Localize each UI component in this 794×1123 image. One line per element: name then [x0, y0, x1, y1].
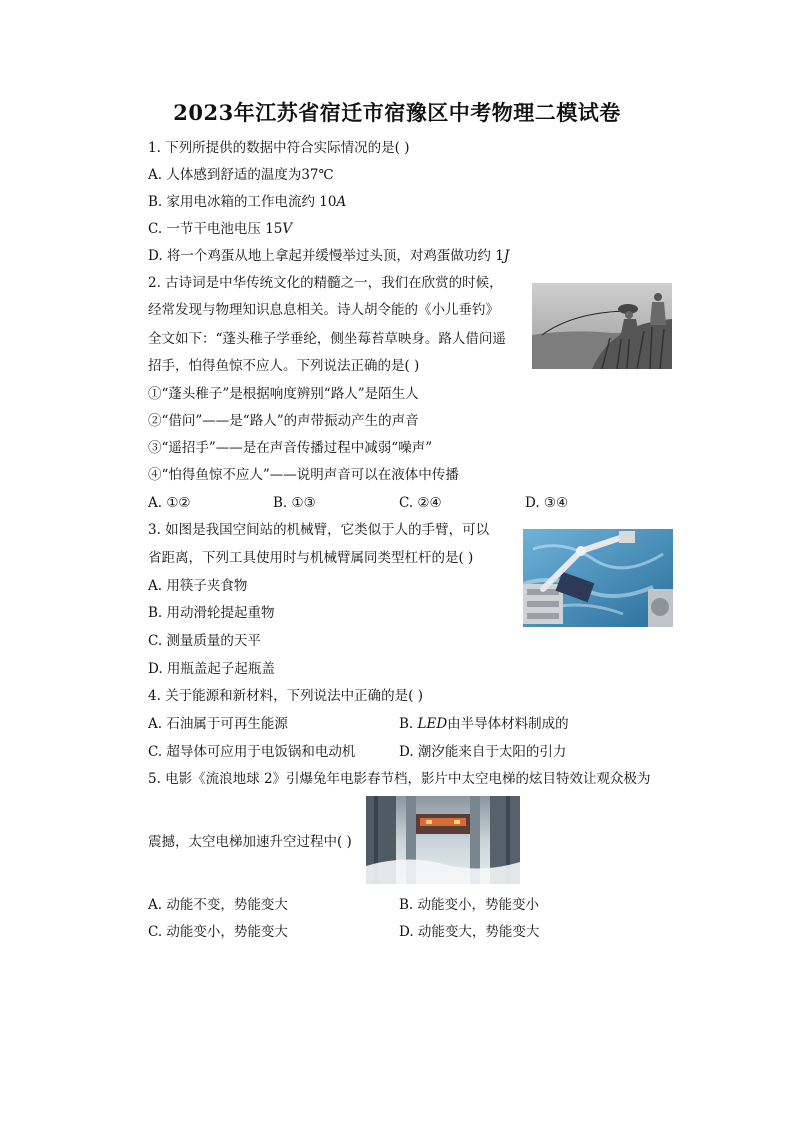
- page-title: 2023年江苏省宿迁市宿豫区中考物理二模试卷: [173, 100, 621, 125]
- q3-option-c: C. 测量质量的天平: [148, 633, 261, 649]
- q5-stem-line1: 5. 电影《流浪地球 2》引爆兔年电影春节档，影片中太空电梯的炫目特效让观众极为: [148, 771, 651, 787]
- q4-stem: 4. 关于能源和新材料，下列说法中正确的是( ): [148, 688, 423, 704]
- q4-option-a: A. 石油属于可再生能源: [148, 716, 288, 732]
- q5-option-b: B. 动能变小，势能变小: [399, 897, 540, 913]
- q1-option-b: B. 家用电冰箱的工作电流约 10A: [148, 194, 347, 210]
- q5-stem-line2: 震撼，太空电梯加速升空过程中( ): [148, 834, 352, 850]
- q1-option-d: D. 将一个鸡蛋从地上拿起并缓慢举过头顶，对鸡蛋做功约 1J: [148, 248, 510, 264]
- q3-option-d: D. 用瓶盖起子起瓶盖: [148, 661, 275, 677]
- q2-statement-1: ①“蓬头稚子”是根据响度辨别“路人”是陌生人: [148, 386, 419, 402]
- q4-option-c: C. 超导体可应用于电饭锅和电动机: [148, 744, 356, 760]
- q4-option-d: D. 潮汐能来自于太阳的引力: [399, 744, 567, 760]
- q3-illustration: [523, 529, 673, 627]
- q2-option-d: D. ③④: [525, 495, 569, 511]
- q5-illustration: [366, 796, 520, 884]
- q1-option-a: A. 人体感到舒适的温度为37℃: [148, 167, 334, 183]
- q2-stem-line1: 2. 古诗词是中华传统文化的精髓之一，我们在欣赏的时候，: [148, 275, 503, 291]
- q2-stem-line2: 经常发现与物理知识息息相关。诗人胡令能的《小儿垂钓》: [148, 302, 499, 318]
- q5-option-c: C. 动能变小，势能变大: [148, 924, 288, 940]
- q2-statement-3: ③“遥招手”——是在声音传播过程中减弱“噪声”: [148, 440, 433, 456]
- q5-option-a: A. 动能不变，势能变大: [148, 897, 288, 913]
- q2-stem-line4: 招手，怕得鱼惊不应人。下列说法正确的是( ): [148, 358, 420, 374]
- q2-option-b: B. ①③: [273, 495, 316, 511]
- q3-stem-line2: 省距离，下列工具使用时与机械臂属同类型杠杆的是( ): [148, 550, 474, 566]
- q1-stem: 1. 下列所提供的数据中符合实际情况的是( ): [148, 140, 410, 156]
- q1-option-c: C. 一节干电池电压 15V: [148, 221, 293, 237]
- q3-option-b: B. 用动滑轮提起重物: [148, 605, 275, 621]
- q3-stem-line1: 3. 如图是我国空间站的机械臂，它类似于人的手臂，可以: [148, 522, 490, 538]
- q2-illustration: [532, 283, 672, 369]
- q2-statement-2: ②“借问”——是“路人”的声带振动产生的声音: [148, 413, 419, 429]
- q4-option-b: B. LED由半导体材料制成的: [399, 716, 569, 732]
- q3-option-a: A. 用筷子夹食物: [148, 578, 248, 594]
- q2-option-c: C. ②④: [399, 495, 442, 511]
- q2-statement-4: ④“怕得鱼惊不应人”——说明声音可以在液体中传播: [148, 467, 459, 483]
- q5-option-d: D. 动能变大，势能变大: [399, 924, 540, 940]
- q2-option-a: A. ①②: [148, 495, 191, 511]
- q2-stem-line3: 全文如下：“蓬头稚子学垂纶，侧坐莓苔草映身。路人借问遥: [148, 331, 506, 347]
